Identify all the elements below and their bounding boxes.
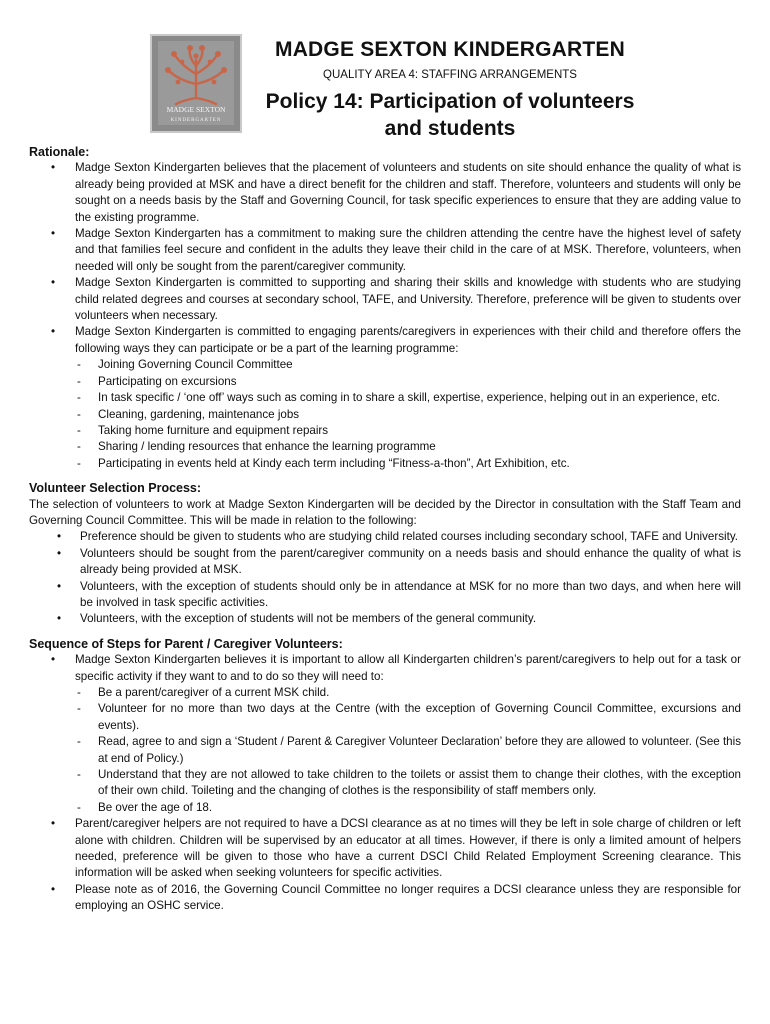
- rationale-list: [29, 160, 741, 472]
- list-item: - Be a parent/caregiver of a current MSK child.: [75, 685, 741, 701]
- steps-list: [29, 652, 741, 915]
- selection-intro: The selection of volunteers to work at Madge Sexton Kindergarten will be decided by the Director in consultation with the Staff Team and Governing Council Committee. This will be made in relation to the following:: [29, 497, 741, 527]
- list-item: • Madge Sexton Kindergarten believes that the placement of volunteers and students on site should enhance the quality of what is already being provided at MSK and have a direct benefit for the children and staff. Therefore, volunteers and students will only be sought on a needs basis by the Staff and Governing Council, for task specific experiences to ensure that they are adding value to the existing programme.: [29, 160, 741, 226]
- list-item: - Participating on excursions: [75, 374, 741, 390]
- organisation-name: MADGE SEXTON KINDERGARTEN: [275, 38, 625, 61]
- rationale-heading: Rationale:: [29, 145, 90, 159]
- quality-area: QUALITY AREA 4: STAFFING ARRANGEMENTS: [323, 69, 577, 81]
- list-item: - Understand that they are not allowed to take children to the toilets or assist them to change their clothes, with the exception of their own child. Toileting and the changing of clothes is the responsibility of staff members only.: [75, 767, 741, 800]
- logo-text-kindergarten: KINDERGARTEN: [170, 118, 222, 123]
- list-item-text: Madge Sexton Kindergarten is committed to engaging parents/caregivers in experiences with their child and therefore offers the following ways they can participate or be a part of the learning programme:: [75, 325, 741, 355]
- selection-list: [29, 529, 741, 627]
- logo-text-name: MADGE SEXTON: [166, 105, 226, 114]
- list-item: - Taking home furniture and equipment repairs: [75, 423, 741, 439]
- list-item: [29, 652, 741, 816]
- selection-heading: Volunteer Selection Process:: [29, 481, 202, 496]
- list-item: - Read, agree to and sign a ‘Student / Parent & Caregiver Volunteer Declaration’ before they are allowed to volunteer. (See this at end of Policy.): [75, 734, 741, 767]
- list-item: • Volunteers, with the exception of students will not be members of the general community.: [29, 611, 741, 627]
- list-item: • Parent/caregiver helpers are not required to have a DCSI clearance as at no times will they be left in sole charge of children or left alone with children. Children will be supervised by an educator at all times. However, if there is only a limited amount of helpers needed, preference will be given to those who have a current DSCI Child Related Employment Screening clearance. This information will be asked when seeking volunteers for specific activities.: [29, 816, 741, 882]
- volunteer-requirements-list: [75, 685, 741, 816]
- policy-title: Policy 14: Participation of volunteers and students: [265, 90, 635, 140]
- policy-body: [29, 144, 741, 915]
- steps-heading: Sequence of Steps for Parent / Caregiver Volunteers:: [29, 636, 343, 651]
- list-item: - Joining Governing Council Committee: [75, 357, 741, 373]
- list-item: - Sharing / lending resources that enhance the learning programme: [75, 439, 741, 455]
- list-item: • Madge Sexton Kindergarten is committed to supporting and sharing their skills and knowledge with students who are studying child related degrees and courses at secondary school, TAFE, and University. Therefore, preference will be given to students over volunteers when necessary.: [29, 275, 741, 324]
- kindergarten-logo: [150, 34, 242, 133]
- list-item: - In task specific / ‘one off’ ways such as coming in to share a skill, expertise, experience, helping out in an experience, etc.: [75, 390, 741, 406]
- list-item-text: Madge Sexton Kindergarten believes it is important to allow all Kindergarten children’s parent/caregivers to help out for a task or specific activity if they want to and to do so they will need to:: [75, 653, 741, 683]
- list-item: • Volunteers, with the exception of students should only be in attendance at MSK for no more than two days, and when here will be involved in task specific activities.: [29, 579, 741, 612]
- participation-ways-list: [75, 357, 741, 472]
- list-item: - Be over the age of 18.: [75, 800, 741, 816]
- list-item: • Please note as of 2016, the Governing Council Committee no longer requires a DCSI clearance unless they are responsible for employing an OSHC service.: [29, 882, 741, 915]
- list-item: • Madge Sexton Kindergarten has a commitment to making sure the children attending the centre have the highest level of safety and that families feel secure and confident in the adults they leave their child in the care of at MSK. Therefore, volunteers, when needed will only be sought from the parent/caregiver community.: [29, 226, 741, 275]
- list-item: - Volunteer for no more than two days at the Centre (with the exception of Governing Council Committee, excursions and events).: [75, 701, 741, 734]
- list-item: • Preference should be given to students who are studying child related courses including secondary school, TAFE and University.: [29, 529, 741, 545]
- list-item: [29, 324, 741, 472]
- list-item: - Cleaning, gardening, maintenance jobs: [75, 407, 741, 423]
- list-item: - Participating in events held at Kindy each term including “Fitness-a-thon”, Art Exhibition, etc.: [75, 456, 741, 472]
- list-item: • Volunteers should be sought from the parent/caregiver community on a needs basis and should enhance the quality of what is already being provided at MSK.: [29, 546, 741, 579]
